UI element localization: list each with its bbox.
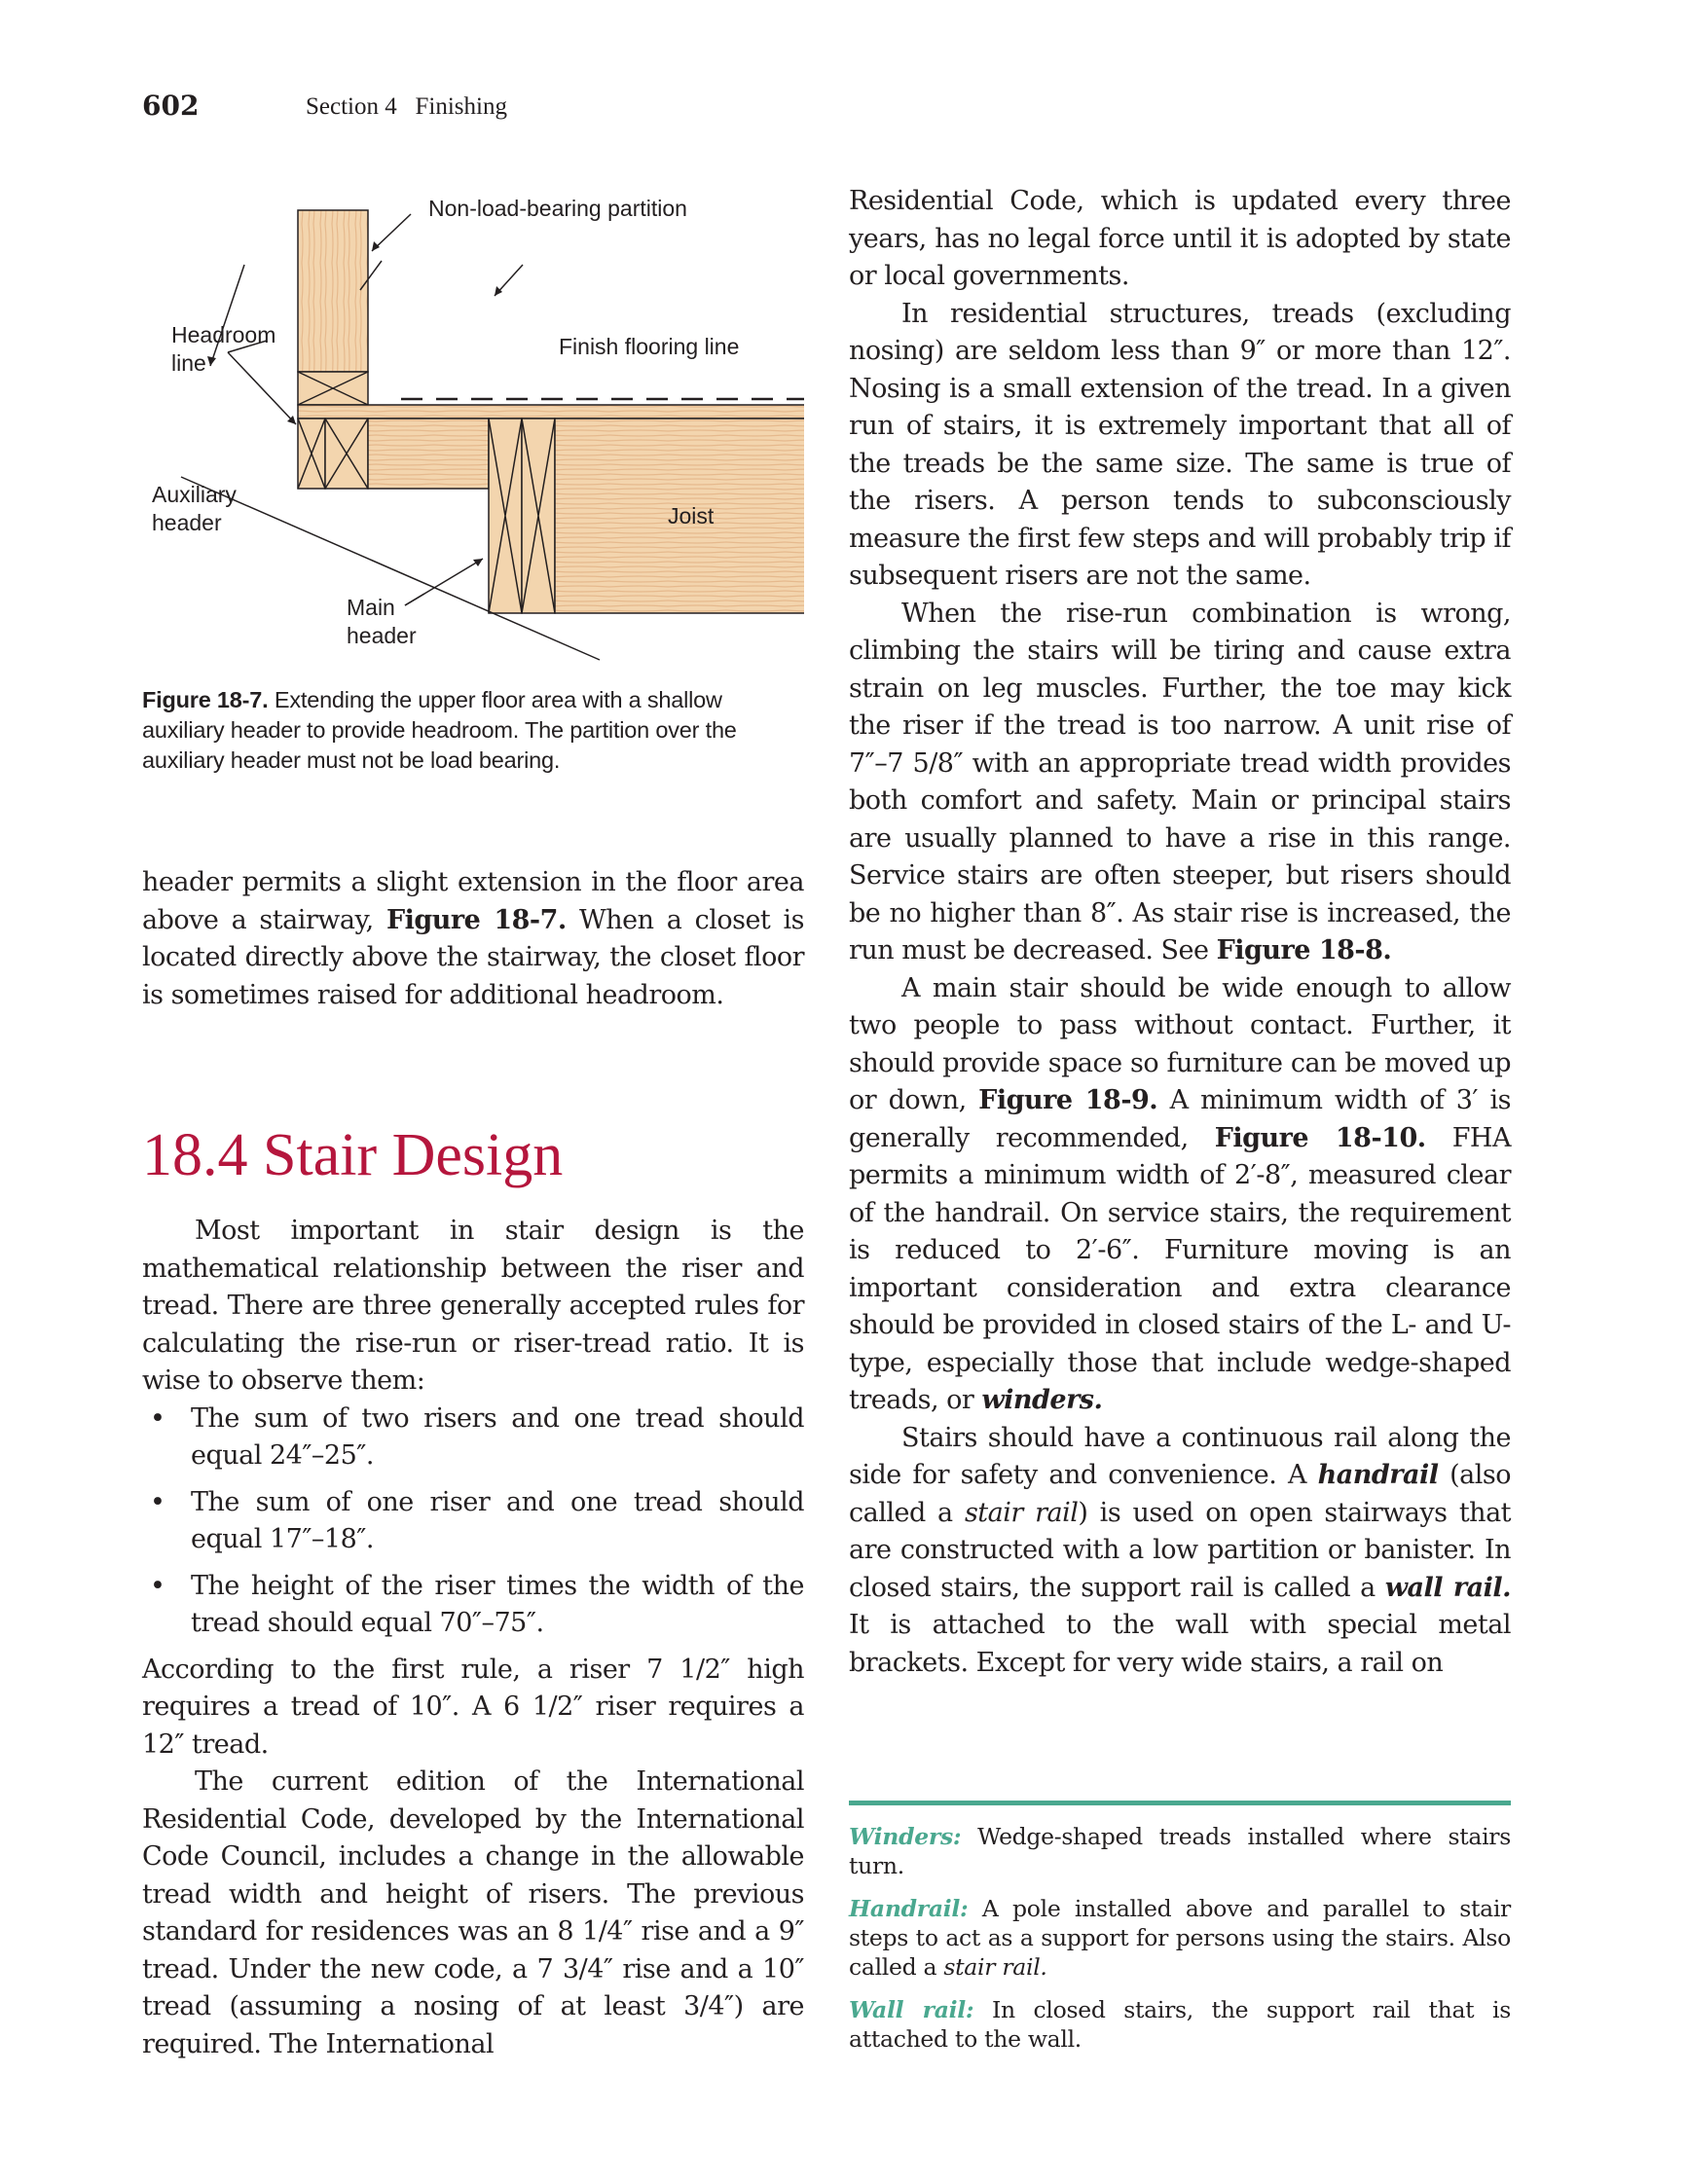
subfloor — [298, 405, 804, 419]
paragraph-treads: In residential structures, treads (excluding nosing) are seldom less than 9″ or more than 12″. Nosing is a small extension of the tread. In a given run of stairs, it is extremely important that all of the treads be the same size. The same is true of the risers. A person tends to subconsciously measure the first few steps and will probably trip if subsequent risers are not the same. — [849, 298, 1511, 591]
bullet: • — [150, 1486, 165, 1517]
figure-ref: Figure 18-8. — [1216, 935, 1392, 965]
term-wall-rail: wall rail. — [1384, 1572, 1511, 1603]
glossary-divider — [849, 1801, 1511, 1805]
glossary — [849, 1822, 1511, 2067]
figure-ref: Figure 18-10. — [1214, 1122, 1426, 1153]
label-headroom-line: Headroom line — [171, 322, 276, 376]
list-item: • The sum of one riser and one tread should equal 17″–18″. — [142, 1484, 804, 1559]
paragraph-header-extension: header permits a slight extension in the floor area above a stairway, Figure 18-7. When a closet is located directly above the stairway, the closet floor is sometimes raised for additional headroom. — [142, 867, 804, 1010]
paragraph-current-edition: The current edition of the International Residential Code, developed by the International Code Council, includes a change in the allowable tread width and height of risers. The previous standard for residences was an 8 1/4″ rise and a 9″ tread. Under the new code, a 7 3/4″ rise and a 10″ tread (assuming a nosing of at least 3/4″) are required. The International — [142, 1766, 804, 2059]
label-main-header: Main header — [347, 595, 417, 648]
caption-label: Figure 18-7. — [142, 687, 269, 712]
term-stair-rail: stair rail — [964, 1497, 1079, 1528]
right-column — [849, 183, 1511, 1682]
figure-caption — [142, 685, 804, 776]
left-column-top — [142, 864, 804, 1014]
label-non-load-bearing-partition: Non-load-bearing partition — [428, 196, 687, 221]
label-finish-flooring-line: Finish flooring line — [559, 334, 740, 359]
rules-list — [142, 1401, 804, 1643]
page-number: 602 — [142, 90, 200, 122]
section-title: Section 4 Finishing — [306, 93, 507, 120]
list-item: • The sum of two risers and one tread should equal 24″–25″. — [142, 1401, 804, 1475]
left-column-body — [142, 1213, 804, 2063]
tail-joist — [368, 419, 489, 489]
bullet: • — [150, 1402, 165, 1434]
glossary-item-wall-rail: Wall rail: In closed stairs, the support rail that is attached to the wall. — [849, 1996, 1512, 2053]
section-heading: 18.4 Stair Design — [142, 1122, 564, 1188]
paragraph-rise-run: When the rise-run combination is wrong, climbing the stairs will be tiring and cause extra strain on leg muscles. Further, the toe may kick the riser if the tread is too narrow. A unit rise of 7″–7 5/8″ with an appropriate tread width provides both comfort and safety. Main or principal stairs are usually planned to have a rise in this range. Service stairs are often steeper, but risers should be no higher than 8″. As stair rise is increased, the run must be decreased. See Figure 18-8. — [849, 598, 1511, 965]
label-joist: Joist — [668, 503, 715, 528]
figure-ref: Figure 18-9. — [978, 1085, 1158, 1115]
caption-text: Extending the upper floor area with a shallow auxiliary header to provide headroom. The partition over the auxiliary header must not be load bearing. — [142, 687, 737, 773]
partition-stud — [298, 210, 368, 372]
figure-18-7 — [142, 185, 804, 672]
list-item: • The height of the riser times the width of the tread should equal 70″–75″. — [142, 1568, 804, 1643]
paragraph-intro: Most important in stair design is the mathematical relationship between the riser and tread. There are three generally accepted rules for calculating the rise-run or riser-tread ratio. It is wise to observe them: — [142, 1216, 804, 1396]
framing-diagram — [142, 185, 804, 672]
paragraph-continued: Residential Code, which is updated every three years, has no legal force until it is adopted by state or local governments. — [849, 186, 1511, 291]
bullet: • — [150, 1570, 165, 1601]
term-winders: winders. — [981, 1385, 1103, 1415]
figure-ref: Figure 18-7. — [385, 904, 567, 935]
paragraph-rails: Stairs should have a continuous rail along the side for safety and convenience. A handrail (also called a stair rail) is used on open stairways that are constructed with a low partition or banister. In closed stairs, the support rail is called a wall rail. It is attached to the wall with special metal brackets. Except for very wide stairs, a rail on — [849, 1422, 1512, 1678]
glossary-item-handrail: Handrail: A pole installed above and parallel to stair steps to act as a support for persons using the stairs. Also called a stair rail. — [849, 1895, 1511, 1981]
term-handrail: handrail — [1317, 1460, 1439, 1490]
paragraph-main-stair: A main stair should be wide enough to allow two people to pass without contact. Further, it should provide space so furniture can be moved up or down, Figure 18-9. A minimum width of 3′ is generally recommended, Figure 18-10. FHA permits a minimum width of 2′-8″, measured clear of the handrail. On service stairs, the requirement is reduced to 2′-6″. Furniture moving is an important consideration and extra clearance should be provided in closed stairs of the L- and U-type, especially those that include wedge-shaped treads, or winders. — [849, 972, 1511, 1415]
glossary-item-winders: Winders: Wedge-shaped treads installed where stairs turn. — [849, 1823, 1511, 1879]
label-auxiliary-header: Auxiliary header — [152, 482, 237, 535]
paragraph-first-rule: According to the first rule, a riser 7 1/2″ high requires a tread of 10″. A 6 1/2″ riser requires a 12″ tread. — [142, 1654, 804, 1760]
